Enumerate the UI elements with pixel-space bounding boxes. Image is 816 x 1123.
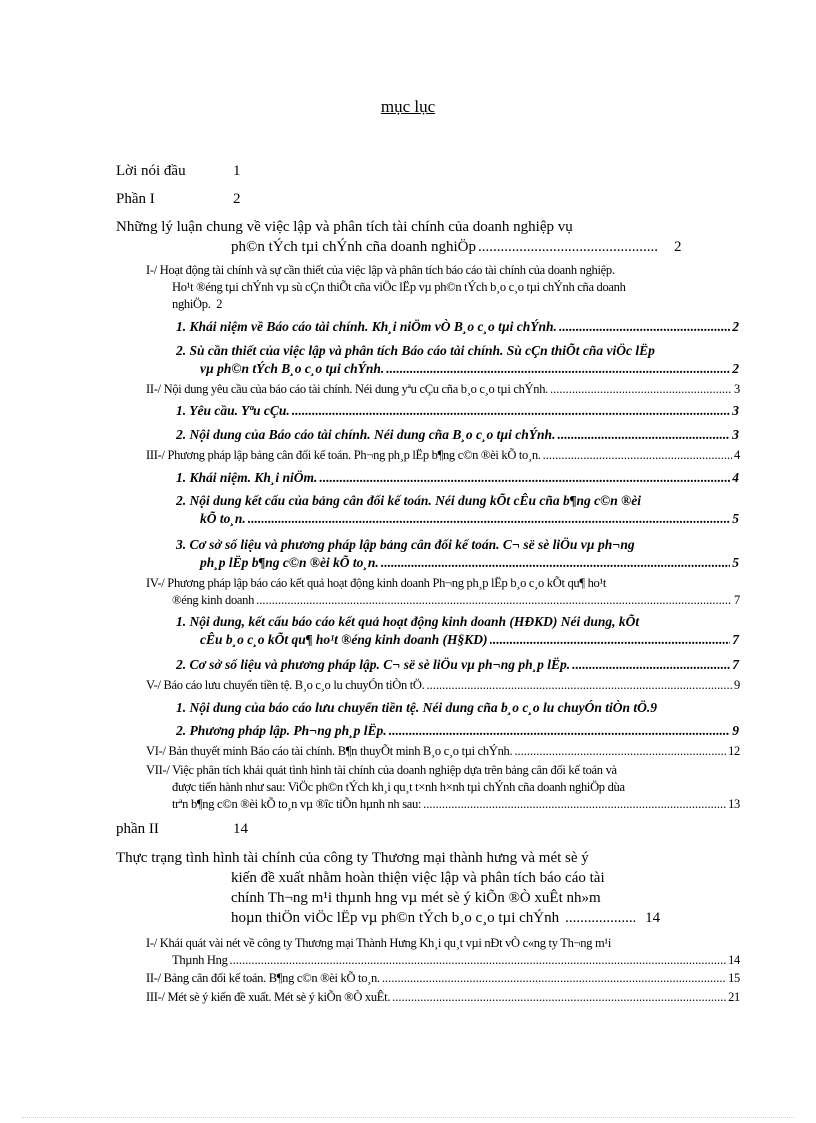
toc-line: IV-/ Phương pháp lập báo cáo kết quả hoạt động kinh doanh Ph¬ng ph¸p lËp b¸o c¸o kÕt qu¶ ho¹t <box>146 576 607 590</box>
toc-section-5-2[interactable] <box>176 722 739 740</box>
toc-page: 13 <box>728 797 740 811</box>
toc-text: II-/ Bảng cân đối kế toán. B¶ng c©n ®èi kÕ to¸n. <box>146 971 380 985</box>
toc-part1-page: 2 <box>233 191 241 207</box>
toc-text: VI-/ Bản thuyết minh Báo cáo tài chính. B¶n thuyÕt minh B¸o c¸o tµi chÝnh. <box>146 744 513 758</box>
toc-page: 4 <box>732 470 739 485</box>
toc-page: 15 <box>728 971 740 985</box>
toc-text: cÊu b¸o c¸o kÕt qu¶ ho¹t ®éng kinh doanh (H§KD) <box>200 632 488 647</box>
toc-text: kÕ to¸n. <box>200 511 246 526</box>
page-title: mục lục <box>380 97 436 116</box>
toc-page: 2 <box>732 361 739 376</box>
toc-page: 2 <box>674 239 682 255</box>
toc-text: 1. Yêu cầu. Yªu cÇu. <box>176 403 290 418</box>
toc-part1-label: Phần I <box>116 191 155 207</box>
dot-leader <box>382 970 726 987</box>
toc-section-5[interactable] <box>146 677 740 694</box>
toc-text: nghiÖp. <box>172 297 211 311</box>
toc-line: chính Th¬ng m¹i thµnh hng vµ mét sè ý kiÕn ®Ò xuÊt nh»m <box>231 890 601 906</box>
toc-intro-label: Lời nói đầu <box>116 163 186 179</box>
toc-text: ph©n tÝch tµi chÝnh cña doanh nghiÖp <box>231 239 476 255</box>
toc-text: III-/ Phương pháp lập bảng cân đối kế toán. Ph¬ng ph¸p lËp b¶ng c©n ®èi kÕ to¸n. <box>146 448 541 462</box>
toc-page: 14 <box>728 953 740 967</box>
toc-line: I-/ Hoạt động tài chính và sự cần thiết của việc lập và phân tích báo cáo tài chính của doanh nghiệp. <box>146 263 615 277</box>
toc-line <box>146 296 740 313</box>
toc-page: 3 <box>732 427 739 442</box>
toc-page: 9 <box>732 723 739 738</box>
toc-section-1[interactable] <box>146 262 740 313</box>
toc-text: Thµnh Hng <box>172 953 228 967</box>
toc-section-4-1[interactable] <box>176 613 739 649</box>
dot-leader <box>559 318 730 336</box>
toc-text: 1. Nội dung của báo cáo lưu chuyển tiền tệ. Néi dung cña b¸o c¸o lu chuyÓn tiÒn tÖ.9 <box>176 700 657 715</box>
dot-leader <box>248 510 730 528</box>
dot-leader <box>389 722 731 740</box>
toc-intro-page: 1 <box>233 163 241 179</box>
dot-leader <box>426 677 732 694</box>
dot-leader <box>392 989 726 1006</box>
toc-line: 2. Sù cần thiết của việc lập và phân tích Báo cáo tài chính. Sù cÇn thiÕt cña viÖc lËp <box>176 343 655 358</box>
toc-line: Những lý luận chung về việc lập và phân tích tài chính của doanh nghiệp vụ <box>116 219 573 235</box>
dot-leader <box>543 447 732 464</box>
toc-part2-heading[interactable] <box>116 848 776 928</box>
toc-part1[interactable] <box>116 190 241 208</box>
toc-line: VII-/ Việc phân tích khái quát tình hình tài chính của doanh nghiệp dựa trên bảng cân đối kế toán và <box>146 763 617 777</box>
toc-section-7[interactable] <box>146 762 740 813</box>
toc-section-3-1[interactable] <box>176 469 739 487</box>
toc-section-3-3[interactable] <box>176 536 739 572</box>
dot-leader <box>565 908 635 928</box>
dot-leader <box>230 952 727 969</box>
toc-text: 1. Khái niệm. Kh¸i niÖm. <box>176 470 318 485</box>
toc-page: 7 <box>732 632 739 647</box>
dot-leader <box>256 592 732 609</box>
toc-page: 5 <box>732 511 739 526</box>
toc-line: Ho¹t ®éng tµi chÝnh vµ sù cÇn thiÕt cña viÖc lËp vµ ph©n tÝch b¸o c¸o tµi chÝnh cña doanh <box>172 280 626 294</box>
toc-text: 2. Cơ sở số liệu và phương pháp lập. C¬ së sè liÖu vµ ph¬ng ph¸p lËp. <box>176 657 571 672</box>
toc-section-2[interactable] <box>146 381 740 398</box>
toc-section-3[interactable] <box>146 447 740 464</box>
toc-section-2-1[interactable] <box>176 402 739 420</box>
dot-leader <box>478 237 658 257</box>
dot-leader <box>550 381 732 398</box>
toc-section-4[interactable] <box>146 575 740 609</box>
toc-part2-label: phần II <box>116 821 159 837</box>
toc-text: ph¸p lËp b¶ng c©n ®èi kÕ to¸n. <box>200 555 379 570</box>
toc-text: II-/ Nội dung yêu cầu của báo cáo tài chính. Néi dung yªu cÇu cña b¸o c¸o tµi chÝnh. <box>146 382 548 396</box>
dot-leader <box>423 796 726 813</box>
toc-part2-section-3[interactable] <box>146 989 740 1006</box>
toc-page: 2 <box>732 319 739 334</box>
toc-page: 5 <box>732 555 739 570</box>
toc-text: V-/ Báo cáo lưu chuyển tiền tệ. B¸o c¸o lu chuyÓn tiÒn tÖ. <box>146 678 425 692</box>
toc-section-3-2[interactable] <box>176 492 739 528</box>
toc-line: Thực trạng tình hình tài chính của công ty Thương mại thành hưng và mét sè ý <box>116 850 589 866</box>
toc-intro[interactable] <box>116 162 241 180</box>
toc-line: I-/ Khái quát vài nét về công ty Thương mại Thành Hưng Kh¸i qu¸t vµi nÐt vÒ c«ng ty Th¬ng m¹i <box>146 936 612 950</box>
toc-section-4-2[interactable] <box>176 656 739 674</box>
toc-part1-heading[interactable] <box>116 217 766 257</box>
toc-line: 3. Cơ sở số liệu và phương pháp lập bảng cân đối kế toán. C¬ së sè liÖu vµ ph¬ng <box>176 537 635 552</box>
toc-text: 1. Khái niệm về Báo cáo tài chính. Kh¸i niÖm vÒ B¸o c¸o tµi chÝnh. <box>176 319 557 334</box>
toc-page: 2 <box>216 297 223 311</box>
toc-line <box>116 237 766 257</box>
toc-page: 7 <box>734 593 740 607</box>
toc-part2-section-2[interactable] <box>146 970 740 987</box>
toc-section-6[interactable] <box>146 743 740 760</box>
toc-line: được tiến hành như sau: ViÖc ph©n tÝch kh¸i qu¸t t×nh h×nh tµi chÝnh cña doanh nghiÖp dùa <box>172 780 625 794</box>
toc-text: 2. Nội dung của Báo cáo tài chính. Néi dung cña B¸o c¸o tµi chÝnh. <box>176 427 556 442</box>
toc-text: trªn b¶ng c©n ®èi kÕ to¸n vµ ®îc tiÕn hµnh nh sau: <box>172 797 422 811</box>
toc-page: 3 <box>732 403 739 418</box>
toc-text: ®éng kinh doanh <box>172 593 255 607</box>
dot-leader <box>557 426 730 444</box>
toc-page: 7 <box>732 657 739 672</box>
dot-leader <box>386 360 730 378</box>
toc-page: 12 <box>728 744 740 758</box>
page-footer-rule <box>22 1117 794 1118</box>
toc-page: 4 <box>734 448 740 462</box>
toc-section-5-1[interactable] <box>176 699 742 717</box>
toc-line: 1. Nội dung, kết cấu báo cáo kết quả hoạt động kinh doanh (HĐKD) Néi dung, kÕt <box>176 614 640 629</box>
toc-part2[interactable] <box>116 820 248 838</box>
toc-page: 21 <box>728 990 740 1004</box>
toc-text: 2. Phương pháp lập. Ph¬ng ph¸p lËp. <box>176 723 387 738</box>
toc-text: III-/ Mét sè ý kiến đề xuất. Mét sè ý kiÕn ®Ò xuÊt. <box>146 990 391 1004</box>
toc-section-1-2[interactable] <box>176 342 739 378</box>
dot-leader <box>490 631 731 649</box>
dot-leader <box>514 743 726 760</box>
toc-line: 2. Nội dung kết cấu của bảng cân đối kế toán. Néi dung kÕt cÊu cña b¶ng c©n ®èi <box>176 493 641 508</box>
dot-leader <box>319 469 730 487</box>
toc-page: 14 <box>645 910 661 926</box>
toc-part2-section-1[interactable] <box>146 935 740 969</box>
dot-leader <box>572 656 730 674</box>
toc-text: hoµn thiÖn viÖc lËp vµ ph©n tÝch b¸o c¸o tµi chÝnh <box>231 910 560 926</box>
toc-line: kiến đề xuất nhằm hoàn thiện việc lập và phân tích báo cáo tài <box>231 870 605 886</box>
toc-section-1-1[interactable] <box>176 318 739 336</box>
toc-page: 3 <box>734 382 740 396</box>
dot-leader <box>292 402 731 420</box>
toc-part2-page: 14 <box>233 821 248 837</box>
toc-section-2-2[interactable] <box>176 426 739 444</box>
dot-leader <box>381 554 730 572</box>
toc-text: vµ ph©n tÝch B¸o c¸o tµi chÝnh. <box>200 361 385 376</box>
toc-page: 9 <box>734 678 740 692</box>
